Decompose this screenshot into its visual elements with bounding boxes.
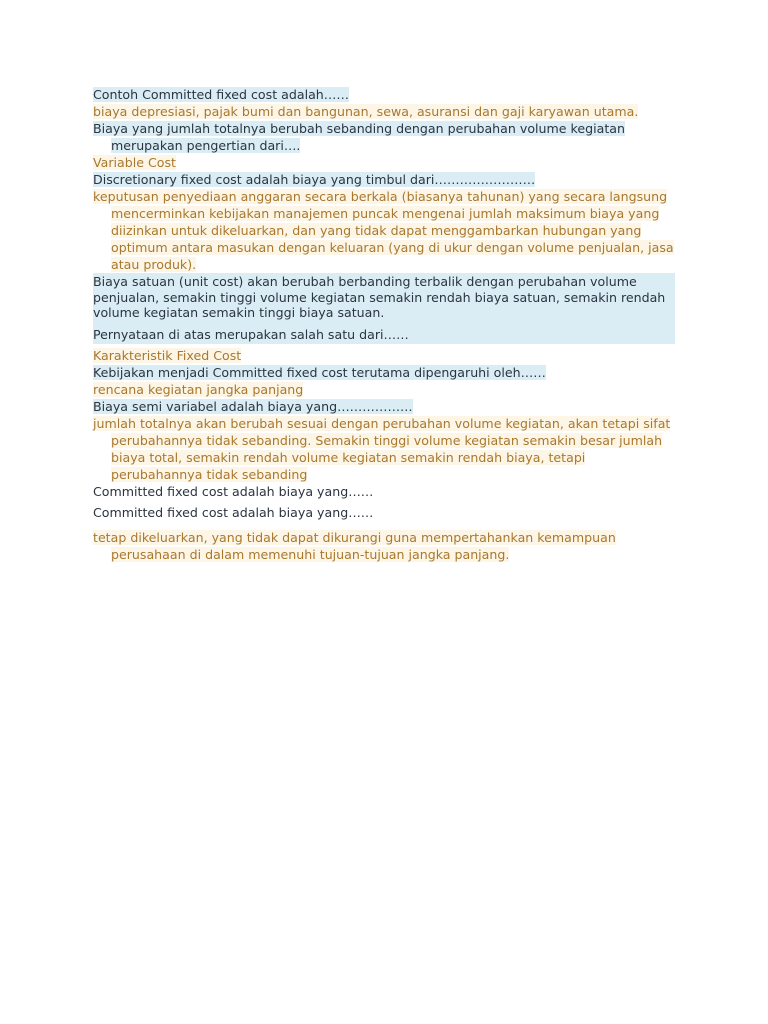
question-4-block xyxy=(93,273,675,344)
question-5 xyxy=(93,364,675,381)
answer-1 xyxy=(93,103,675,120)
question-1-text: Contoh Committed fixed cost adalah…… xyxy=(93,87,349,102)
answer-4-text: Karakteristik Fixed Cost xyxy=(93,348,242,363)
question-2-text: Biaya yang jumlah totalnya berubah sebanding dengan perubahan volume kegiatan merupakan pengertian dari…. xyxy=(93,121,625,153)
question-1 xyxy=(93,86,675,103)
document-page xyxy=(93,86,675,563)
answer-5-text: rencana kegiatan jangka panjang xyxy=(93,382,304,397)
question-8: Committed fixed cost adalah biaya yang…… xyxy=(93,505,374,520)
answer-3-text: keputusan penyediaan anggaran secara berkala (biasanya tahunan) yang secara langsung mencerminkan kebijakan manajemen puncak mengenai jumlah maksimum biaya yang diizinkan untuk dikeluarkan, dan yang tidak dapat menggambarkan hubungan yang optimum antara masukan dengan keluaran (yang di ukur dengan volume penjualan, jasa atau produk). xyxy=(93,189,674,272)
question-5-text: Kebijakan menjadi Committed fixed cost terutama dipengaruhi oleh…… xyxy=(93,365,546,380)
answer-2 xyxy=(93,154,675,171)
question-2 xyxy=(93,120,675,154)
question-6-text: Biaya semi variabel adalah biaya yang……………… xyxy=(93,399,413,414)
answer-6-text: jumlah totalnya akan berubah sesuai dengan perubahan volume kegiatan, akan tetapi sifat perubahannya tidak sebanding. Semakin tinggi volume kegiatan semakin besar jumlah biaya total, semakin rendah volume kegiatan semakin rendah biaya, tetapi perubahannya tidak sebanding xyxy=(93,416,671,482)
answer-6 xyxy=(93,415,675,483)
question-7: Committed fixed cost adalah biaya yang…… xyxy=(93,484,374,499)
answer-3 xyxy=(93,188,675,273)
question-3 xyxy=(93,171,675,188)
answer-1-text: biaya depresiasi, pajak bumi dan bangunan, sewa, asuransi dan gaji karyawan utama. xyxy=(93,104,639,119)
answer-5 xyxy=(93,381,675,398)
question-4-statement: Biaya satuan (unit cost) akan berubah berbanding terbalik dengan perubahan volume penjualan, semakin tinggi volume kegiatan semakin rendah biaya satuan, semakin rendah volume kegiatan semakin tinggi biaya satuan. xyxy=(93,274,666,320)
answer-2-text: Variable Cost xyxy=(93,155,176,170)
answer-4 xyxy=(93,347,675,364)
answer-8 xyxy=(93,529,675,563)
question-6 xyxy=(93,398,675,415)
question-3-text: Discretionary fixed cost adalah biaya yang timbul dari…………………… xyxy=(93,172,536,187)
answer-8-text: tetap dikeluarkan, yang tidak dapat dikurangi guna mempertahankan kemampuan perusahaan di dalam memenuhi tujuan-tujuan jangka panjang. xyxy=(93,530,616,562)
question-4-prompt: Pernyataan di atas merupakan salah satu dari…… xyxy=(93,326,409,342)
